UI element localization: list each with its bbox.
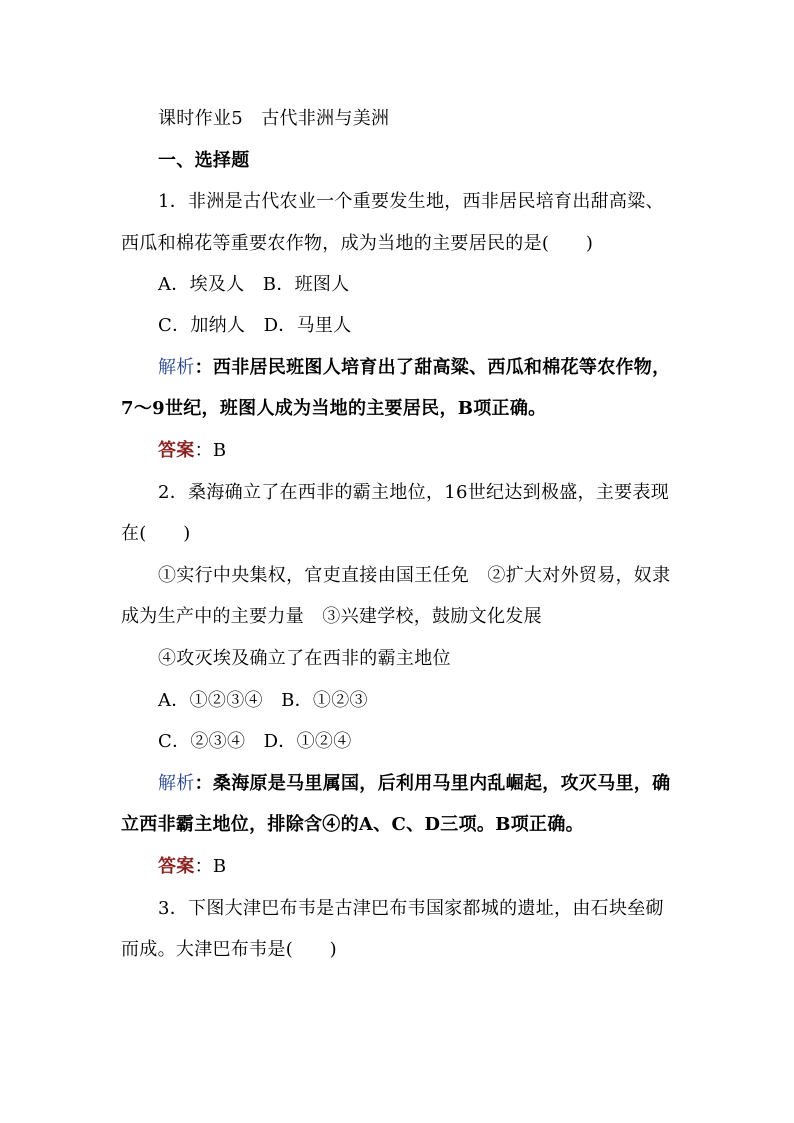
- q2-item-line-2: 成为生产中的主要力量 ③兴建学校，鼓励文化发展: [121, 606, 542, 627]
- q2-answer-line: [158, 855, 226, 879]
- q2-item-line-1: ①实行中央集权，官吏直接由国王任免 ②扩大对外贸易，奴隶: [158, 565, 671, 586]
- q1-answer-label: 答案: [158, 440, 195, 461]
- q2-options-line-1: A．①②③④ B．①②③: [158, 690, 368, 711]
- q2-answer-value: ：B: [194, 856, 227, 877]
- q1-stem-line-1: 1．非洲是古代农业一个重要发生地，西非居民培育出甜高粱、: [158, 191, 664, 212]
- q2-options-line-2: C．②③④ D．①②④: [158, 731, 352, 752]
- q1-options-line-1: A．埃及人 B．班图人: [158, 274, 350, 295]
- q2-stem-line-2: 在( ): [121, 523, 191, 544]
- q1-analysis-line-2: 7～9世纪，班图人成为当地的主要居民，B项正确。: [121, 398, 547, 419]
- q1-analysis-text-1: ：西非居民班图人培育出了甜高粱、西瓜和棉花等农作物，: [194, 357, 671, 378]
- q2-answer-label: 答案: [158, 856, 195, 877]
- q1-analysis-line-1: [158, 356, 670, 380]
- q2-analysis-line-1: [158, 772, 670, 796]
- q3-stem-line-1: 3．下图大津巴布韦是古津巴布韦国家都城的遗址，由石块垒砌: [158, 898, 664, 919]
- q1-stem-line-2: 西瓜和棉花等重要农作物，成为当地的主要居民的是( ): [121, 233, 594, 254]
- q1-analysis-label: 解析: [158, 357, 195, 378]
- q2-analysis-line-2: 立西非霸主地位，排除含④的A、C、D三项。B项正确。: [121, 814, 584, 835]
- q1-options-line-2: C．加纳人 D．马里人: [158, 315, 352, 336]
- q1-answer-line: [158, 439, 226, 463]
- q2-analysis-label: 解析: [158, 773, 195, 794]
- q3-stem-line-2: 而成。大津巴布韦是( ): [121, 939, 337, 960]
- q2-item-line-3: ④攻灭埃及确立了在西非的霸主地位: [158, 648, 451, 669]
- q2-stem-line-1: 2．桑海确立了在西非的霸主地位，16世纪达到极盛，主要表现: [158, 482, 670, 503]
- worksheet-title: 课时作业5 古代非洲与美洲: [158, 108, 390, 129]
- q1-answer-value: ：B: [194, 440, 227, 461]
- q2-analysis-text-1: ：桑海原是马里属国，后利用马里内乱崛起，攻灭马里，确: [194, 773, 671, 794]
- section-heading: 一、选择题: [158, 150, 250, 171]
